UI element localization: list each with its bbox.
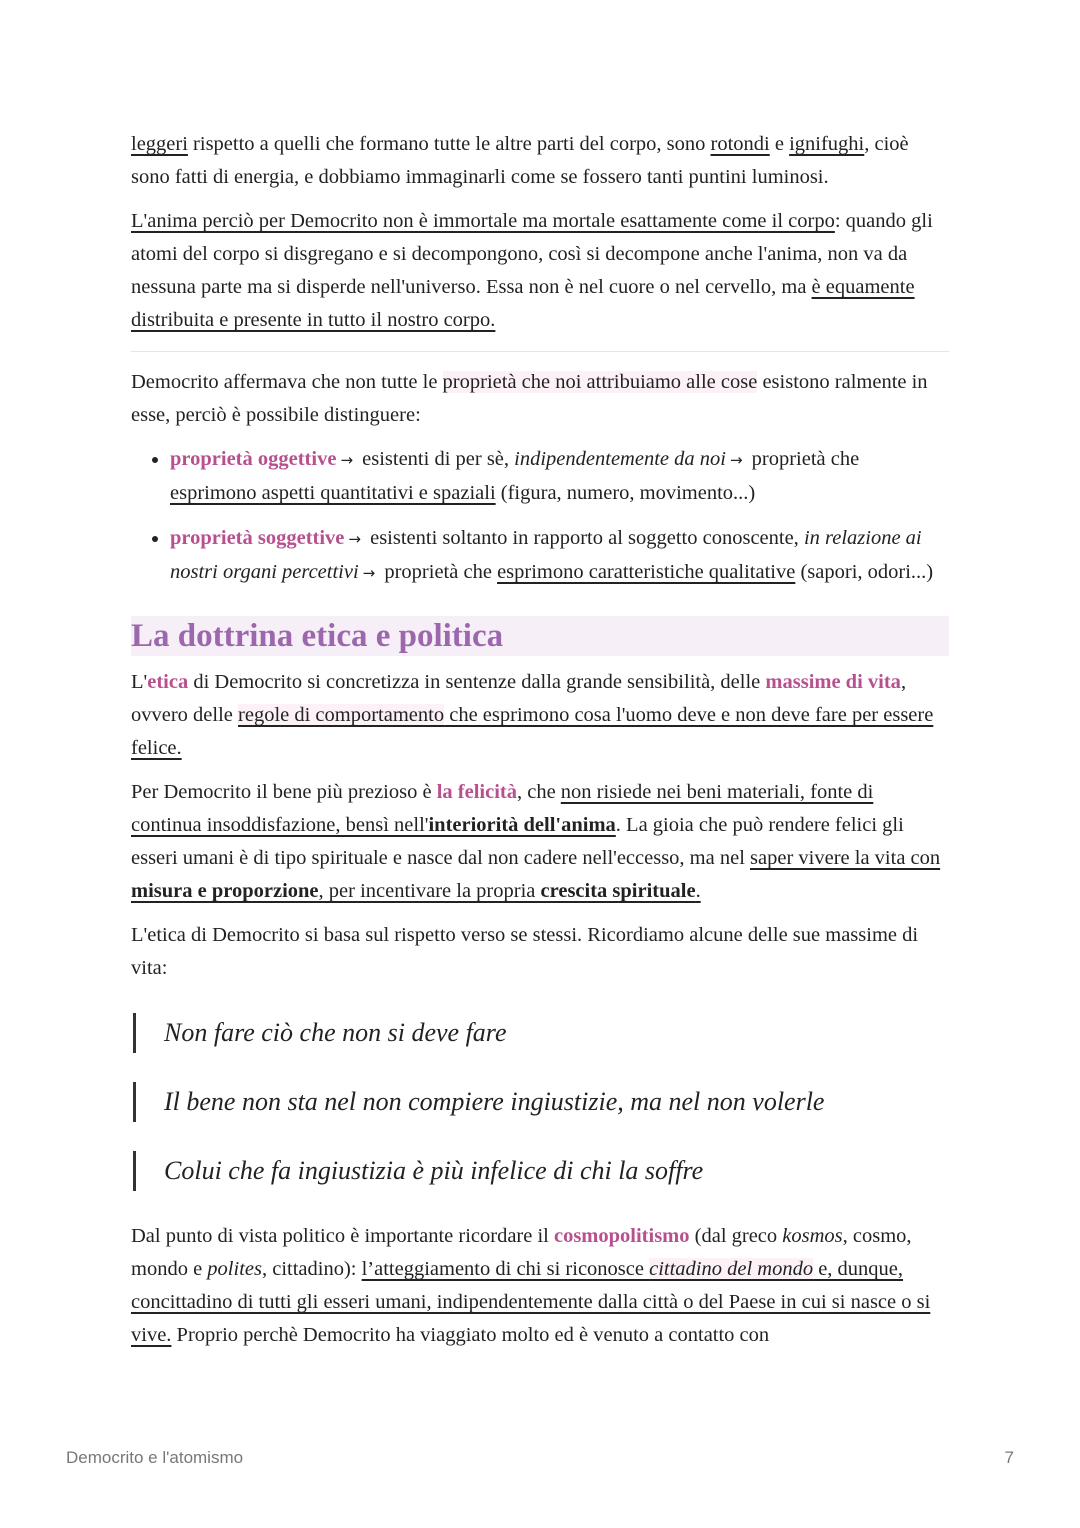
text: , ovvero delle [131, 671, 907, 726]
paragraph-proprieta [131, 366, 949, 432]
underlined-text: . [695, 880, 701, 902]
page-number: 7 [1004, 1448, 1014, 1467]
text: esistenti di per sè, [357, 448, 515, 470]
arrow-icon: → [348, 530, 361, 548]
underlined-text: leggeri [131, 133, 188, 155]
italic-text: kosmos [782, 1225, 843, 1247]
text: Per Democrito il bene più prezioso è [131, 781, 437, 803]
underlined-text: e, dunque, concittadino di tutti gli esseri umani, indipendentemente dalla città o del Paese in cui si nasce o si vive. [131, 1258, 931, 1346]
text: : quando gli atomi del corpo si disgregano e si decompongono, così si decompone anche l'anima, non va da nessuna parte ma si disperde nell'universo. Essa non è nel cuore o nel cervello, ma [131, 210, 933, 298]
text: , che [516, 781, 561, 803]
key-term: proprietà soggettive [170, 527, 345, 549]
paragraph-massime-intro: L'etica di Democrito si basa sul rispetto verso se stessi. Ricordiamo alcune delle sue massime di vita: [131, 924, 919, 979]
text: esistenti soltanto in rapporto al soggetto conoscente, [364, 527, 804, 549]
page-footer [66, 1448, 1014, 1468]
quote: Colui che fa ingiustizia è più infelice di chi la soffre [133, 1151, 949, 1191]
text: proprietà che [746, 448, 860, 470]
paragraph-anima-atomi [131, 128, 949, 194]
arrow-icon: → [729, 451, 743, 469]
list-item [170, 443, 949, 510]
bold-underlined-text: misura e proporzione [131, 880, 319, 902]
key-term: cosmopolitismo [553, 1225, 690, 1247]
text: rispetto a quelli che formano tutte le altre parti del corpo, sono [187, 133, 711, 155]
key-term: la felicità [436, 781, 517, 803]
bullet-list [131, 443, 949, 590]
arrow-icon: → [340, 451, 354, 469]
text: di Democrito si concretizza in sentenze dalla grande sensibilità, delle [188, 671, 766, 693]
text: (sapori, odori...) [795, 561, 934, 583]
underlined-italic-text: cittadino del mondo [649, 1258, 814, 1280]
text: esistono ralmente in esse, perciò è possibile distinguere: [131, 371, 928, 426]
underlined-text: rotondi [710, 133, 770, 155]
underlined-text: esprimono aspetti quantitativi e spaziali [170, 482, 496, 504]
text: Dal punto di vista politico è importante ricordare il [131, 1225, 554, 1247]
key-term: massime di vita [765, 671, 901, 693]
text: L' [131, 671, 148, 693]
paragraph-etica [131, 666, 949, 765]
paragraph-cosmopolitismo [131, 1220, 949, 1352]
quote: Non fare ciò che non si deve fare [133, 1013, 949, 1053]
underlined-text: saper vivere la vita con [750, 847, 941, 869]
italic-text: in relazione ai nostri organi percettivi [170, 527, 922, 583]
underlined-text: esprimono caratteristiche qualitative [497, 561, 796, 583]
paragraph-anima-mortale [131, 205, 949, 337]
section-heading: La dottrina etica e politica [131, 616, 949, 656]
text: Democrito affermava che non tutte le [131, 371, 443, 393]
text: , cioè sono fatti di energia, e dobbiamo immaginarli come se fossero tanti puntini luminosi. [131, 133, 909, 188]
text: (dal greco [689, 1225, 783, 1247]
underlined-text: , per incentivare la propria [318, 880, 541, 902]
bold-underlined-text: interiorità dell'anima [428, 814, 616, 836]
key-term: etica [147, 671, 189, 693]
underlined-text: che esprimono cosa l'uomo deve e non deve fare per essere felice. [131, 704, 934, 759]
quotes-block [131, 1013, 949, 1191]
page-content [131, 128, 949, 1363]
underlined-text: l’atteggiamento di chi si riconosce [361, 1258, 650, 1280]
quote: Il bene non sta nel non compiere ingiustizie, ma nel non volerle [133, 1082, 949, 1122]
text: . La gioia che può rendere felici gli esseri umani è di tipo spirituale e nasce dal non cadere nell'eccesso, ma nel [131, 814, 904, 869]
text: (figura, numero, movimento...) [495, 482, 756, 504]
key-term: proprietà oggettive [170, 448, 337, 470]
footer-title: Democrito e l'atomismo [66, 1448, 244, 1467]
underlined-text: non risiede nei beni materiali, fonte di continua insoddisfazione, bensì nell' [131, 781, 874, 836]
underlined-text: regole di comportamento [238, 704, 445, 726]
divider [131, 351, 949, 352]
bold-underlined-text: crescita spirituale [540, 880, 696, 902]
underlined-text: è equamente distribuita e presente in tutto il nostro corpo. [131, 276, 915, 331]
paragraph-felicita [131, 776, 949, 908]
text: Proprio perchè Democrito ha viaggiato molto ed è venuto a contatto con [171, 1324, 770, 1346]
arrow-icon: → [362, 564, 376, 582]
underlined-text: L'anima perciò per Democrito non è immortale ma mortale esattamente come il corpo [131, 210, 835, 232]
italic-text: polites [207, 1258, 262, 1280]
text: e [769, 133, 790, 155]
highlighted-text: proprietà che noi attribuiamo alle cose [442, 371, 758, 393]
italic-text: indipendentemente da noi [514, 448, 726, 470]
text: , cosmo, mondo e [131, 1225, 912, 1280]
text: proprietà che [379, 561, 498, 583]
underlined-text: ignifughi [789, 133, 865, 155]
text: , cittadino): [261, 1258, 362, 1280]
list-item [170, 522, 949, 590]
